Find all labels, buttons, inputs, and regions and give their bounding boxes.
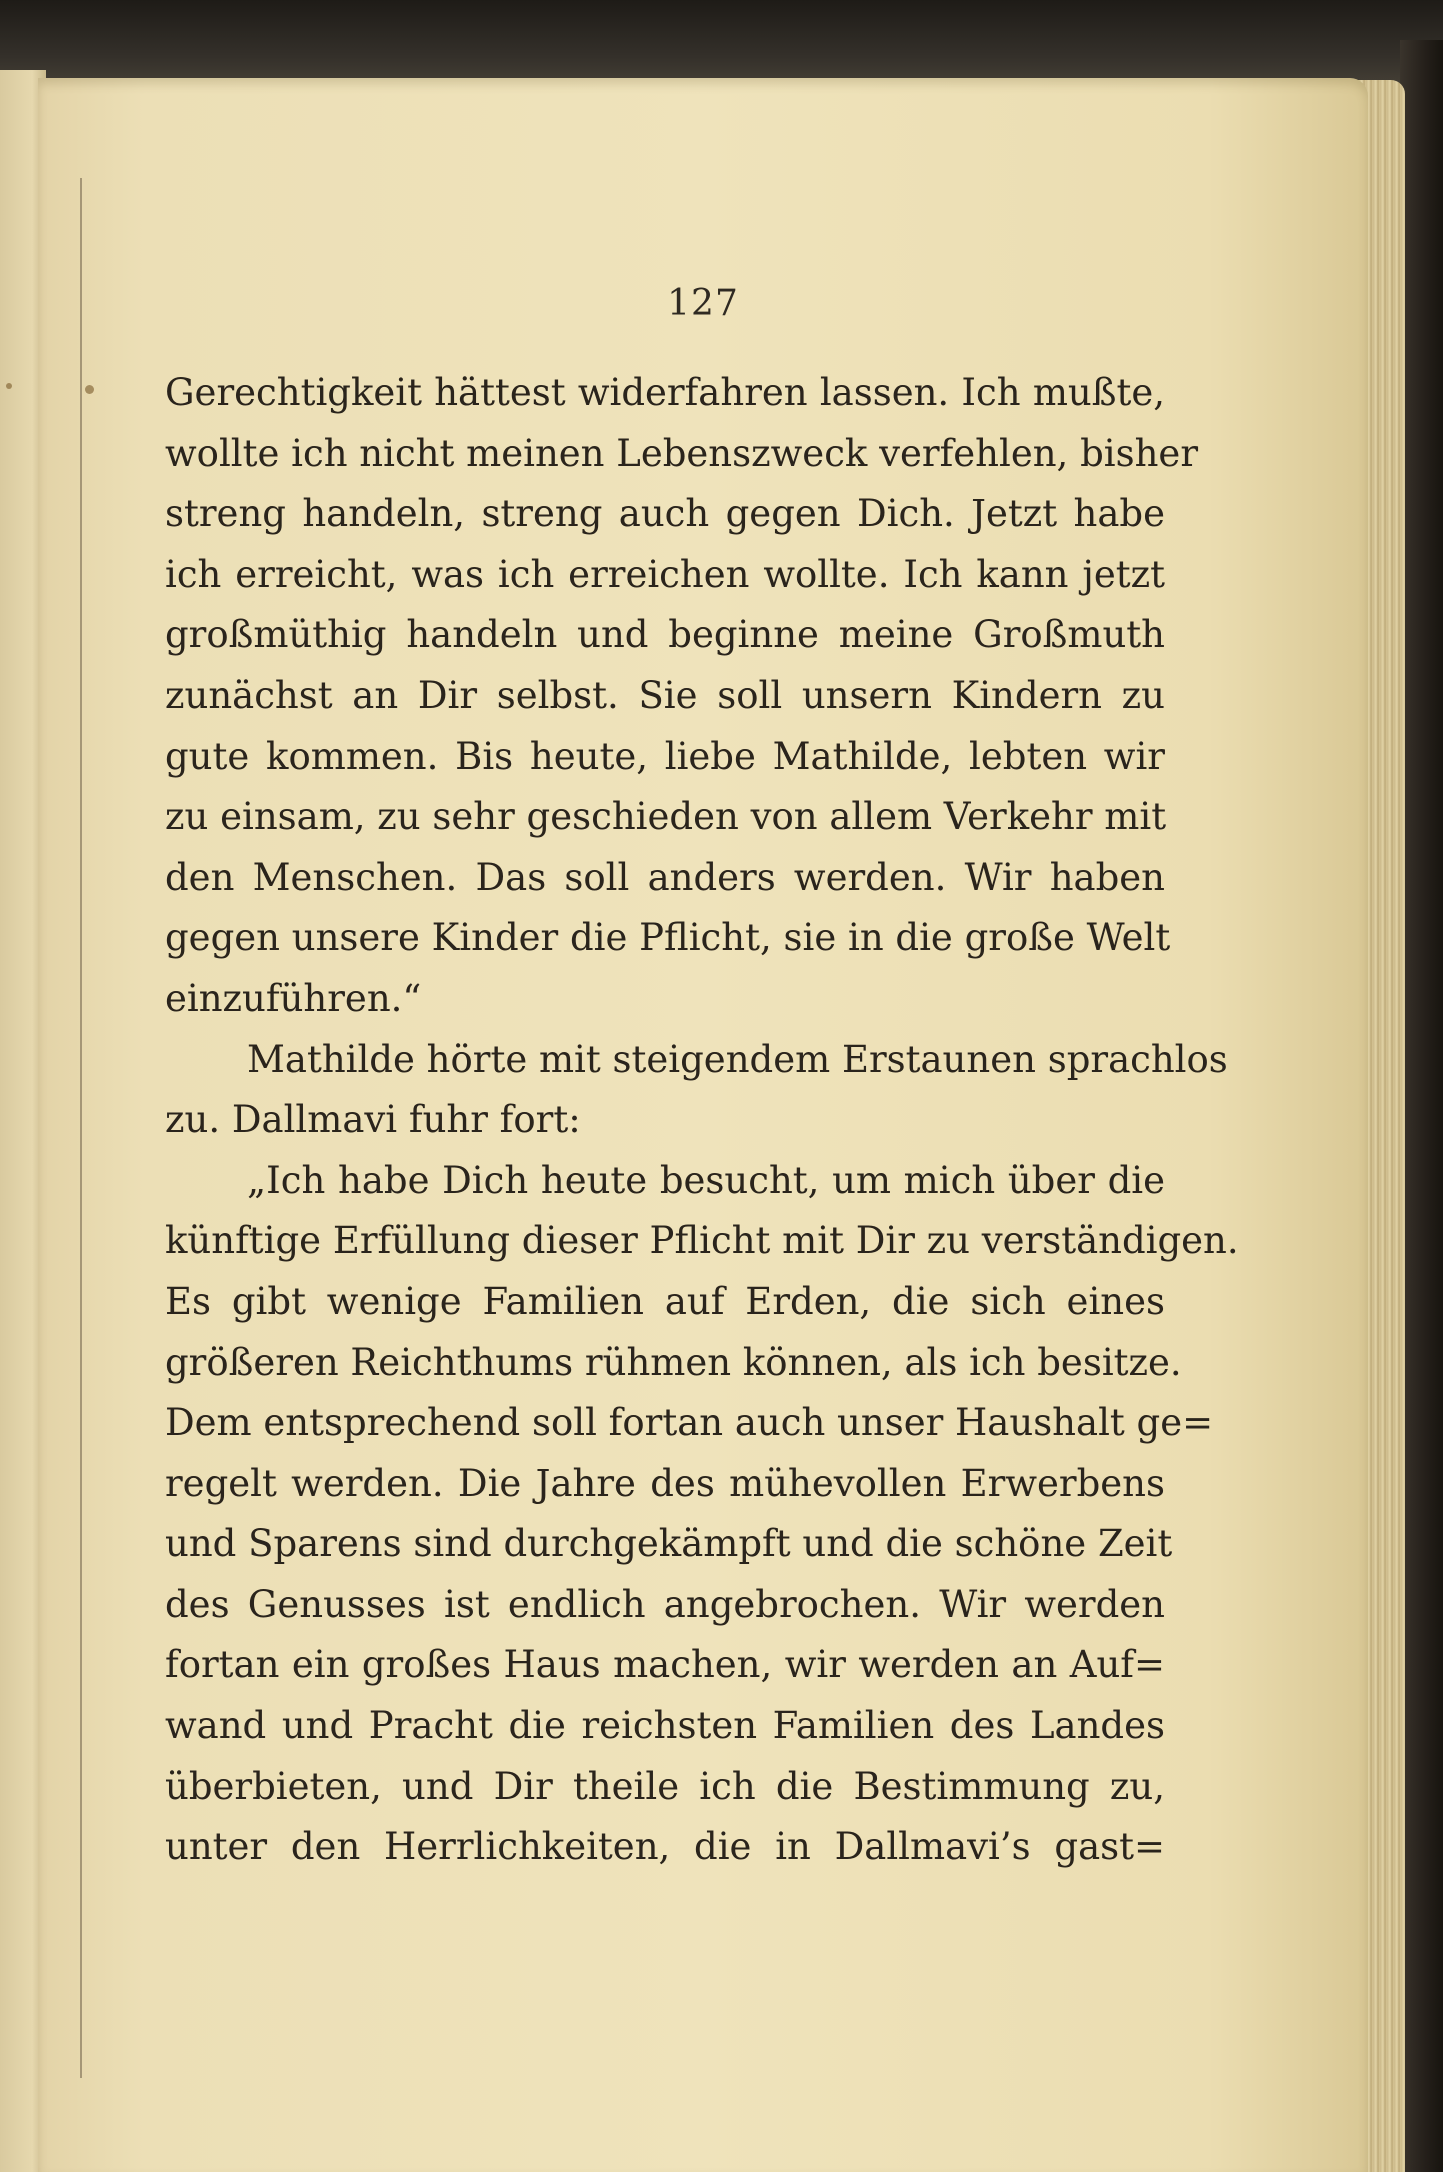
text-line: und Sparens sind durchgekämpft und die schöne Zeit [165,1522,1173,1566]
text-line: den Menschen. Das soll anders werden. Wir haben [165,855,1165,899]
text-line: gegen unsere Kinder die Pflicht, sie in die große Welt [165,916,1171,960]
text-line: ich erreicht, was ich erreichen wollte. Ich kann jetzt [165,552,1165,596]
text-line: künftige Erfüllung dieser Pflicht mit Dir zu verständigen. [165,1219,1239,1263]
book-cover-right-edge [1400,40,1443,2172]
text-line: regelt werden. Die Jahre des mühevollen Erwerbens [165,1461,1165,1505]
text-line: Dem entsprechend soll fortan auch unser Haushalt ge= [165,1401,1214,1445]
text-line: einzuführen.“ [165,976,422,1020]
text-line: überbieten, und Dir theile ich die Bestimmung zu, [165,1764,1165,1808]
text-line: zunächst an Dir selbst. Sie soll unsern Kindern zu [165,673,1165,717]
text-line: gute kommen. Bis heute, liebe Mathilde, lebten wir [165,734,1165,778]
text-line: „Ich habe Dich heute besucht, um mich über die [247,1158,1165,1202]
text-line: Es gibt wenige Familien auf Erden, die sich eines [165,1279,1165,1323]
text-line: fortan ein großes Haus machen, wir werden an Auf= [165,1643,1165,1687]
page-text-block [165,363,1239,1878]
paper-speck [85,385,94,394]
text-line: zu. Dallmavi fuhr fort: [165,1098,581,1142]
text-line: wollte ich nicht meinen Lebenszweck verfehlen, bisher [165,431,1199,475]
book-page [38,78,1368,2172]
text-line: streng handeln, streng auch gegen Dich. Jetzt habe [165,492,1165,536]
text-line: wand und Pracht die reichsten Familien des Landes [165,1704,1165,1748]
text-line: Mathilde hörte mit steigendem Erstaunen sprachlos [247,1037,1228,1081]
text-line: zu einsam, zu sehr geschieden von allem Verkehr mit [165,795,1167,839]
text-line: unter den Herrlichkeiten, die in Dallmavi’s gast= [165,1825,1165,1869]
text-line: größeren Reichthums rühmen können, als ich besitze. [165,1340,1182,1384]
text-line: großmüthig handeln und beginne meine Großmuth [165,613,1165,657]
paper-speck [6,383,12,389]
text-line: Gerechtigkeit hättest widerfahren lassen. Ich mußte, [165,371,1165,414]
page-gutter-line [80,178,82,2078]
page-number: 127 [667,283,739,324]
text-line: des Genusses ist endlich angebrochen. Wir werden [165,1582,1165,1626]
